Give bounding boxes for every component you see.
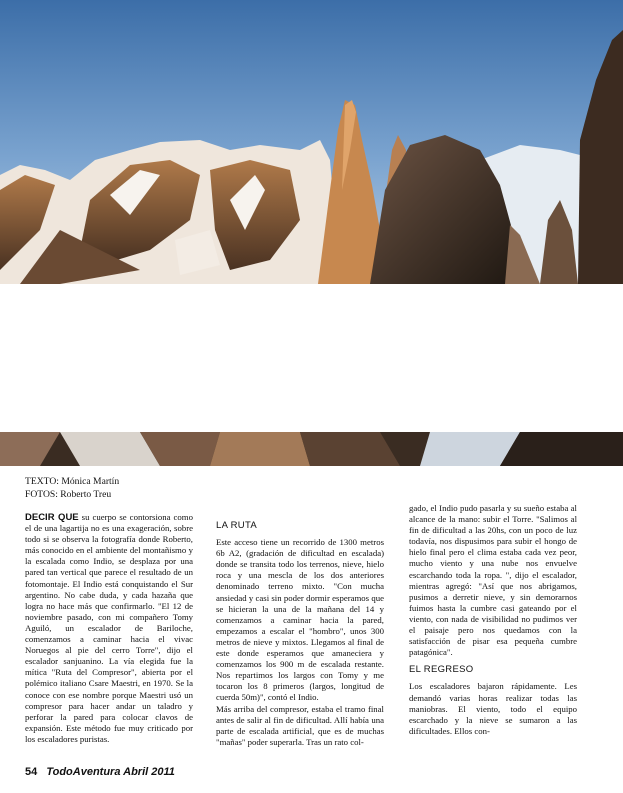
regreso-paragraph: Los escaladores bajaron rápidamente. Les demandó varias horas realizar todas las maniobras. El viento, todo el equipo escarchado y la nieve se sumaron a las dificultades. Ellos con- (409, 681, 577, 736)
photo-credit: FOTOS: Roberto Treu (25, 488, 112, 500)
intro-text: su cuerpo se contorsiona como el de una lagartija no es una exageración, sobre todo si se observa la fotografía donde Roberto, más conocido en el ambiente del montañismo y la escalada como Indio, se desplaza por una pared tan vertical que parece el resultado de un fotomontaje. El Indio está conquistando el Sur argentino. No cabe duda, y cada hazaña que logra no hace más que confirmarlo. "El 12 de noviembre pasado, con mi compañero Tomy Aguiló, un escalador de Bariloche, comenzamos a caminar hacia el vivac Noruegos al pie del cerro Torre", dijo el escalador sanjuanino. La vía elegida fue la mítica "Ruta del Compresor", abierta por el polémico italiano Csare Maestri, en 1970. Se la conoce con ese nombre porque Maestri usó un compresor para hacer andar un taladro y perforar la pared para colocar clavos de expansión. Este método fue muy criticado por los escaladores puristas. (25, 512, 193, 744)
article-column-3 (409, 503, 577, 737)
lead-in: DECIR QUE (25, 512, 79, 523)
page-footer (25, 766, 175, 778)
ruta-paragraph-2: Más arriba del compresor, estaba el tramo final antes de salir al fin de dificultad. Allí había una parte de escalada artificial, que es de muchas "mañas" poder superarla. Tras un rato col- (216, 703, 384, 747)
intro-paragraph (25, 512, 193, 745)
credits (25, 476, 119, 501)
issue-date: Abril 2011 (123, 766, 175, 778)
magazine-name: TodoAventura (46, 766, 121, 778)
continuation-paragraph: gado, el Indio pudo pasarla y su sueño estaba al alcance de la mano: subir el Torre. "Salimos al fin de dificultad a las 20hs, con un poco de luz todavía, nos dispusimos para subir el hongo de hielo final pero el clima estaba cada vez peor, mucho viento y una nube nos envuelve escarchando toda la ropa. ", dijo el escalador, mientras agregó: "Así que nos abrigamos, pusimos a derretir nieve, y sin demorarnos fuimos hasta la cumbre casi gateando por el viento, con nada de visibilidad no pudimos ver el paisaje pero nos quedamos con la satisfacción de pisar esa pequeña cumbre patagónica". (409, 503, 577, 658)
mountain-photo (0, 0, 623, 284)
panorama-strip (0, 432, 623, 466)
article-column-2 (216, 506, 384, 748)
article-column-1 (25, 512, 193, 745)
text-credit: TEXTO: Mónica Martín (25, 476, 120, 487)
section-heading-regreso: EL REGRESO (409, 664, 474, 676)
ruta-paragraph-1: Este acceso tiene un recorrido de 1300 metros 6b A2, (gradación de dificultad en escalada) donde se transita todo los terrenos, nieve, hielo roca y una mescla de los dos anteriores denominado terreno mixto. "Con mucha ansiedad y casi sin poder dormir esperamos que se hicieran la una de la mañana del 14 y comenzamos a caminar hacia la pared, empezamos a escalar el "hombro", unos 300 metros de nieve y mixtos. Llegamos al final de este donde esperamos que amaneciera y comenzamos los 900 m de escalada restante. Nos repartimos los largos con Tomy y me tocaron los 8 primeros (largos, longitud de cuerda 50m)", contó el Indio. (216, 537, 384, 703)
page-number: 54 (25, 766, 38, 778)
section-heading-ruta: LA RUTA (216, 520, 257, 531)
